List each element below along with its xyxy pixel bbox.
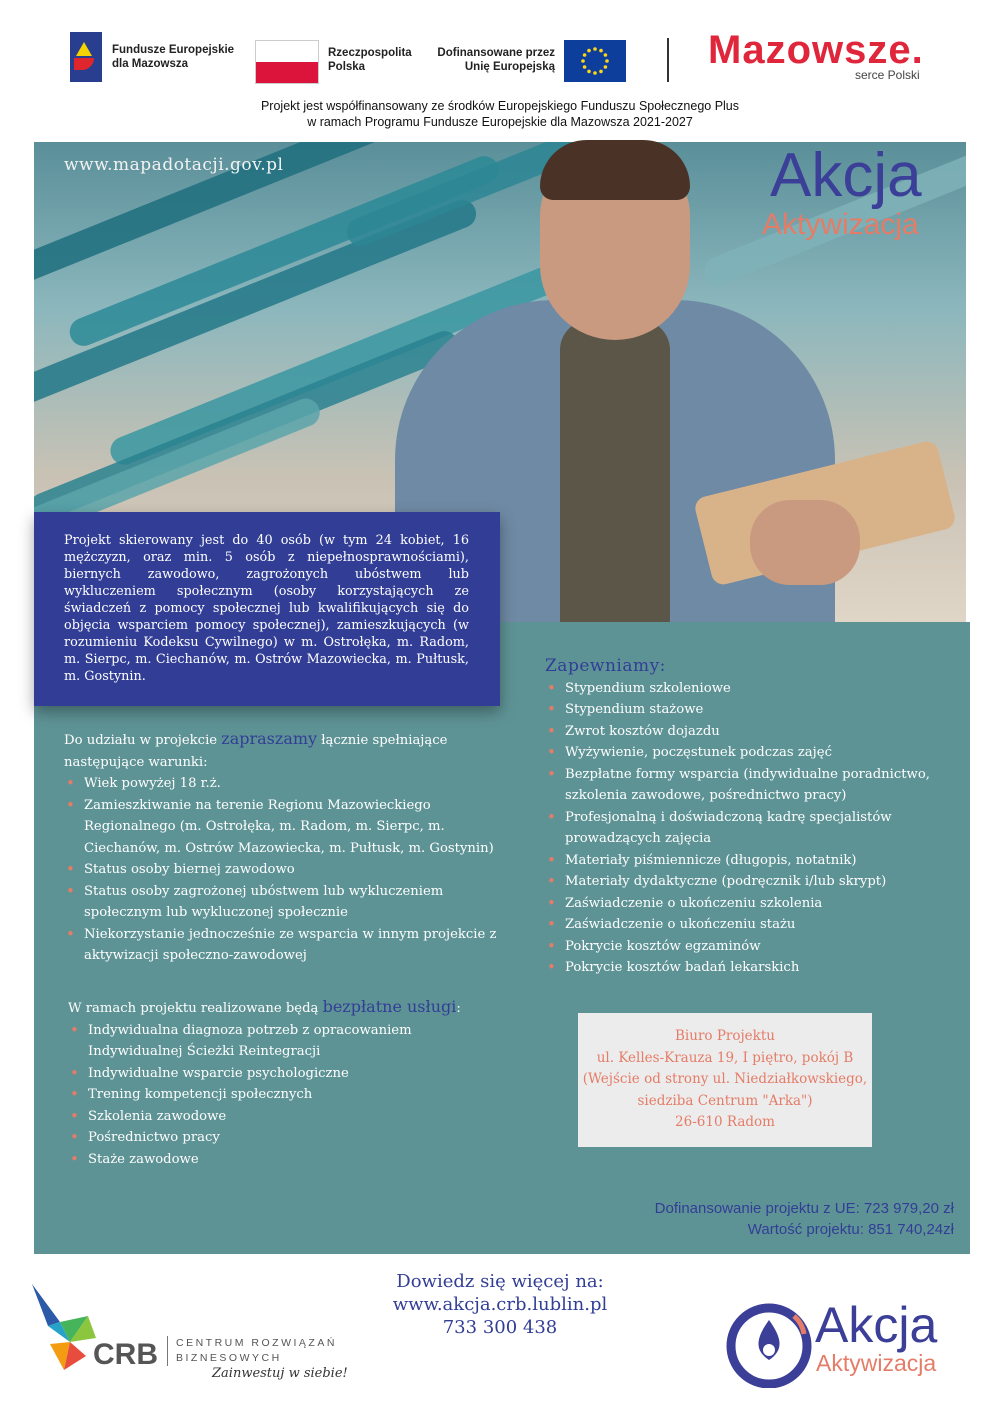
provide-list bbox=[545, 678, 945, 979]
intro-text: Projekt skierowany jest do 40 osób (w tym 24 kobiet, 16 mężczyzn, oraz min. 5 osób z niepełnosprawnościami), biernych zawodowo, zagrożonych ubóstwem lub wykluczeniem społecznym (osoby korzystających ze świadczeń z pomocy społecznej lub kwalifikujących się do objęcia wsparciem pomocy społecznej), zamieszkujących (w rozumieniu Kodeksu Cywilnego) w m. Ostrołęka, m. Radom, m. Sierpc, m. Ciechanów, m. Ostrów Mazowiecka, m. Pułtusk, m. Gostynin. bbox=[64, 533, 469, 684]
crb-slogan: Zainwestuj w siebie! bbox=[212, 1366, 348, 1381]
list-item: • Zaświadczenie o ukończeniu szkolenia bbox=[545, 893, 945, 915]
list-item: • Szkolenia zawodowe bbox=[68, 1106, 508, 1128]
crb-divider bbox=[167, 1336, 168, 1366]
list-item: • Bezpłatne formy wsparcia (indywidualne poradnictwo, szkolenia zawodowe, pośrednictwo pracy) bbox=[545, 764, 945, 807]
services-lead-before: W ramach projektu realizowane będą bbox=[68, 1001, 323, 1016]
funding-info bbox=[560, 1198, 954, 1240]
conditions-lead bbox=[64, 728, 504, 773]
office-line3: siedziba Centrum "Arka") bbox=[637, 1092, 813, 1109]
crb-logo-text: CRB bbox=[93, 1338, 158, 1371]
mazowsze-logo: Mazowsze. bbox=[708, 28, 924, 72]
provide-heading: Zapewniamy: bbox=[545, 656, 666, 676]
crb-sub1: CENTRUM ROZWIĄZAŃ bbox=[176, 1337, 337, 1349]
fe-flag-icon bbox=[70, 32, 102, 82]
header-divider bbox=[667, 38, 669, 82]
conditions-lead-after: łącznie spełniające następujące warunki: bbox=[64, 733, 448, 770]
office-line2: (Wejście od strony ul. Niedziałkowskiego, bbox=[582, 1071, 868, 1088]
more-phone[interactable]: 733 300 438 bbox=[442, 1317, 558, 1338]
crb-sub2: BIZNESOWYCH bbox=[176, 1352, 282, 1364]
fe-logo-line1: Fundusze Europejskie bbox=[112, 44, 235, 56]
eu-cofinanced-text bbox=[420, 46, 555, 74]
list-item: • Pokrycie kosztów badań lekarskich bbox=[545, 957, 945, 979]
services-section bbox=[68, 996, 508, 1170]
conditions-section bbox=[64, 728, 504, 967]
funding-ue: Dofinansowanie projektu z UE: 723 979,20 zł bbox=[654, 1200, 954, 1217]
crb-bird-icon bbox=[30, 1282, 100, 1376]
conditions-lead-before: Do udziału w projekcie bbox=[64, 733, 222, 748]
office-title: Biuro Projektu bbox=[675, 1028, 775, 1045]
hero-brand-big: Akcja bbox=[770, 141, 922, 210]
footer-brand-small: Aktywizacja bbox=[816, 1350, 937, 1376]
list-item: • Pośrednictwo pracy bbox=[68, 1127, 508, 1149]
footer-brand-big: Akcja bbox=[815, 1297, 938, 1353]
hero-brand-small: Aktywizacja bbox=[762, 208, 919, 241]
rp-logo-text bbox=[328, 46, 412, 74]
list-item: • Indywidualna diagnoza potrzeb z opracowaniem Indywidualnej Ścieżki Reintegracji bbox=[68, 1020, 508, 1063]
office-box bbox=[578, 1013, 872, 1147]
dof-line1: Dofinansowane przez bbox=[437, 47, 555, 59]
office-line1: ul. Kelles-Krauza 19, I piętro, pokój B bbox=[596, 1049, 854, 1066]
list-item: • Materiały dydaktyczne (podręcznik i/lub skrypt) bbox=[545, 871, 945, 893]
rp-line1: Rzeczpospolita bbox=[328, 47, 412, 59]
list-item: • Zamieszkiwanie na terenie Regionu Mazowieckiego Regionalnego (m. Ostrołęka, m. Radom, m. Sierpc, m. Ciechanów, m. Ostrów Mazowiecka, m. Pułtusk, m. Gostynin) bbox=[64, 795, 504, 860]
akcja-drop-icon bbox=[724, 1298, 814, 1392]
cofinancing-note bbox=[0, 98, 1000, 130]
man-tshirt-image bbox=[560, 320, 670, 630]
list-item: • Status osoby biernej zawodowo bbox=[64, 859, 504, 881]
list-item: • Stypendium szkoleniowe bbox=[545, 678, 945, 700]
dof-line2: Unię Europejską bbox=[464, 61, 555, 73]
list-item: • Niekorzystanie jednocześnie ze wsparcia w innym projekcie z aktywizacji społeczno-zawodowej bbox=[64, 924, 504, 967]
conditions-highlight: zapraszamy bbox=[221, 729, 318, 748]
list-item: • Materiały piśmiennicze (długopis, notatnik) bbox=[545, 850, 945, 872]
services-lead-after: : bbox=[456, 1001, 461, 1016]
hero-url: www.mapadotacji.gov.pl bbox=[64, 155, 284, 175]
services-list bbox=[68, 1020, 508, 1171]
cofin-line1: Projekt jest współfinansowany ze środków Europejskiego Funduszu Społecznego Plus bbox=[260, 99, 740, 113]
man-hair-image bbox=[540, 140, 690, 200]
list-item: • Staże zawodowe bbox=[68, 1149, 508, 1171]
list-item: • Zaświadczenie o ukończeniu stażu bbox=[545, 914, 945, 936]
crb-subtitle bbox=[176, 1336, 337, 1366]
list-item: • Trening kompetencji społecznych bbox=[68, 1084, 508, 1106]
provide-section bbox=[545, 656, 945, 979]
list-item: • Wyżywienie, poczęstunek podczas zajęć bbox=[545, 742, 945, 764]
conditions-list bbox=[64, 773, 504, 967]
list-item: • Pokrycie kosztów egzaminów bbox=[545, 936, 945, 958]
mazowsze-tagline: serce Polski bbox=[855, 68, 920, 82]
list-item: • Status osoby zagrożonej ubóstwem lub wykluczeniem społecznym lub wykluczonej społecznie bbox=[64, 881, 504, 924]
list-item: • Stypendium stażowe bbox=[545, 699, 945, 721]
more-label: Dowiedz się więcej na: bbox=[396, 1271, 604, 1292]
poland-flag-icon bbox=[255, 40, 319, 84]
office-line4: 26-610 Radom bbox=[675, 1114, 775, 1131]
services-lead bbox=[68, 996, 508, 1020]
more-url[interactable]: www.akcja.crb.lublin.pl bbox=[392, 1294, 608, 1315]
eu-flag-icon bbox=[564, 40, 626, 82]
cofin-line2: w ramach Programu Fundusze Europejskie dla Mazowsza 2021-2027 bbox=[307, 115, 693, 129]
list-item: • Profesjonalną i doświadczoną kadrę specjalistów prowadzących zajęcia bbox=[545, 807, 945, 850]
services-highlight: bezpłatne usługi bbox=[322, 997, 457, 1016]
rp-line2: Polska bbox=[328, 61, 366, 73]
fe-logo-line2: dla Mazowsza bbox=[112, 58, 189, 70]
hand-image bbox=[750, 500, 860, 585]
list-item: • Wiek powyżej 18 r.ż. bbox=[64, 773, 504, 795]
list-item: • Zwrot kosztów dojazdu bbox=[545, 721, 945, 743]
fe-logo bbox=[70, 32, 234, 82]
funding-total: Wartość projektu: 851 740,24zł bbox=[747, 1221, 954, 1238]
list-item: • Indywidualne wsparcie psychologiczne bbox=[68, 1063, 508, 1085]
